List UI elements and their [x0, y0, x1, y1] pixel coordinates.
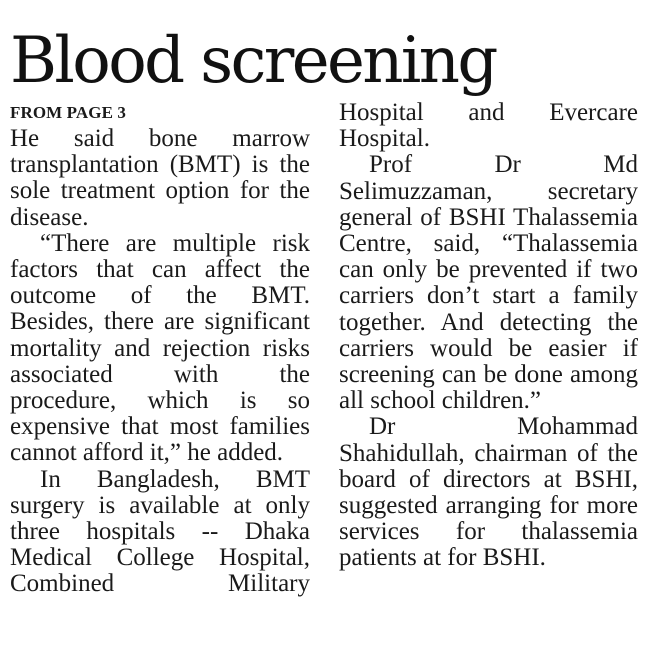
- article-column-left: [10, 100, 310, 598]
- paragraph: He said bone marrow transplantation (BMT) is the sole treatment option for the disease.: [10, 125, 310, 231]
- article-column-right: [339, 100, 638, 572]
- paragraph: Dr Mohammad Shahidullah, chairman of the board of directors at BSHI, suggested arranging for more services for thalassemia patients at for BSHI.: [339, 413, 638, 572]
- headline: Blood screening: [10, 24, 496, 98]
- continuation-kicker: FROM PAGE 3: [10, 103, 126, 122]
- paragraph: “There are multiple risk factors that can affect the outcome of the BMT. Besides, there are significant mortality and rejection risks associated with the procedure, which is so expensive that most families cannot afford it,” he added.: [10, 229, 310, 467]
- paragraph: Prof Dr Md Selimuzzaman, secretary general of BSHI Thalassemia Centre, said, “Thalassemia can only be prevented if two carriers don’t start a family together. And detecting the carriers would be easier if screening can be done among all school children.”: [339, 151, 638, 415]
- paragraph: In Bangladesh, BMT surgery is available at only three hospitals -- Dhaka Medical College Hospital, Combined Military: [10, 465, 310, 598]
- paragraph: Hospital and Evercare Hospital.: [339, 99, 638, 153]
